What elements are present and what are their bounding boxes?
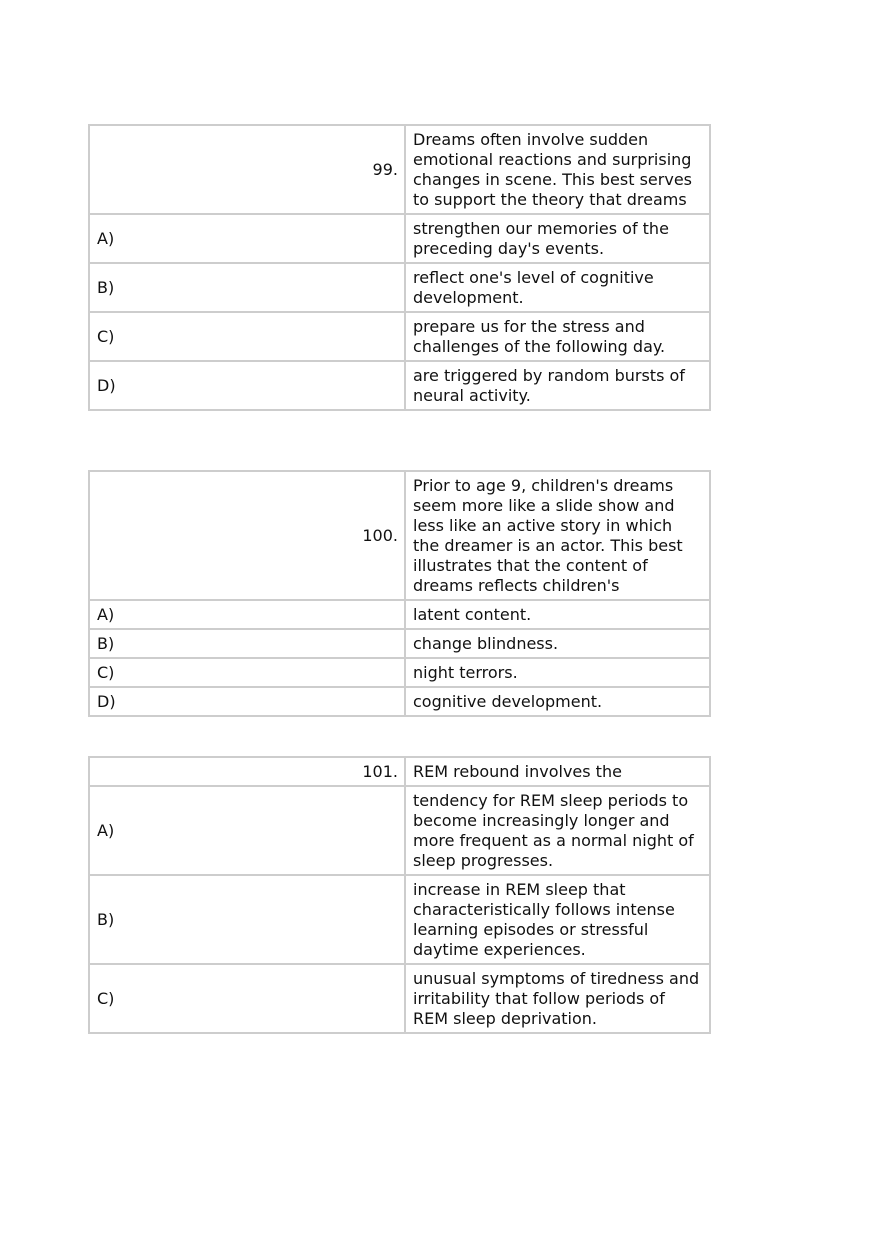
option-row: [89, 964, 710, 1033]
option-text: prepare us for the stress and challenges of the following day.: [405, 312, 710, 361]
option-text: cognitive development.: [405, 687, 710, 716]
option-text: night terrors.: [405, 658, 710, 687]
question-number: 100.: [89, 471, 405, 600]
option-text: change blindness.: [405, 629, 710, 658]
option-label: C): [89, 312, 405, 361]
option-label: C): [89, 964, 405, 1033]
option-label: A): [89, 600, 405, 629]
question-number: 99.: [89, 125, 405, 214]
option-label: B): [89, 263, 405, 312]
option-label: A): [89, 786, 405, 875]
option-row: [89, 786, 710, 875]
question-100-table: [88, 470, 711, 717]
option-text: reflect one's level of cognitive development.: [405, 263, 710, 312]
option-row: [89, 312, 710, 361]
question-row: [89, 471, 710, 600]
option-row: [89, 875, 710, 964]
option-label: B): [89, 629, 405, 658]
question-99-table: [88, 124, 711, 411]
question-101-table: [88, 756, 711, 1034]
question-stem: Dreams often involve sudden emotional reactions and surprising changes in scene. This best serves to support the theory that dreams: [405, 125, 710, 214]
option-label: D): [89, 361, 405, 410]
option-row: [89, 214, 710, 263]
option-row: [89, 600, 710, 629]
option-text: strengthen our memories of the preceding day's events.: [405, 214, 710, 263]
question-row: [89, 125, 710, 214]
question-row: [89, 757, 710, 786]
option-row: [89, 687, 710, 716]
option-label: A): [89, 214, 405, 263]
option-text: are triggered by random bursts of neural activity.: [405, 361, 710, 410]
option-text: latent content.: [405, 600, 710, 629]
option-text: increase in REM sleep that characteristically follows intense learning episodes or stressful daytime experiences.: [405, 875, 710, 964]
option-label: C): [89, 658, 405, 687]
option-text: tendency for REM sleep periods to become increasingly longer and more frequent as a normal night of sleep progresses.: [405, 786, 710, 875]
question-number: 101.: [89, 757, 405, 786]
option-row: [89, 263, 710, 312]
option-row: [89, 629, 710, 658]
option-label: B): [89, 875, 405, 964]
option-text: unusual symptoms of tiredness and irritability that follow periods of REM sleep deprivation.: [405, 964, 710, 1033]
option-row: [89, 361, 710, 410]
question-stem: REM rebound involves the: [405, 757, 710, 786]
option-label: D): [89, 687, 405, 716]
option-row: [89, 658, 710, 687]
question-stem: Prior to age 9, children's dreams seem more like a slide show and less like an active story in which the dreamer is an actor. This best illustrates that the content of dreams reflects children's: [405, 471, 710, 600]
